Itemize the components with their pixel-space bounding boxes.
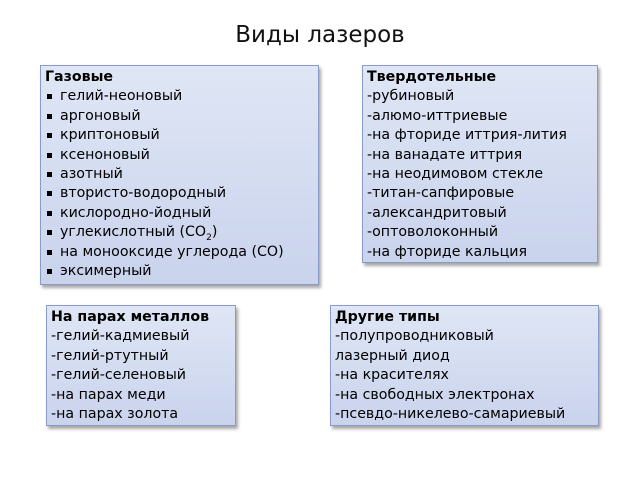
other-lasers-box: [330, 305, 599, 426]
list-item: гелий-неоновый: [45, 87, 314, 106]
list-item: -на фториде кальция: [367, 243, 528, 260]
list-item-co2: [45, 223, 314, 242]
list-item: ксеноновый: [45, 146, 314, 165]
list-item: втористо-водородный: [45, 184, 314, 203]
co2-subscript: 2: [206, 233, 212, 244]
list-item: -полупроводниковый: [335, 328, 494, 345]
page-title: Виды лазеров: [235, 22, 405, 48]
list-item: -алюмо-иттриевые: [367, 107, 508, 124]
gas-lasers-box: [40, 65, 319, 285]
list-item: -на свободных электронах: [335, 386, 535, 403]
solid-state-lasers-list: [367, 87, 593, 262]
list-item: -на ванадате иттрия: [367, 146, 523, 163]
list-item: -оптоволоконный: [367, 224, 499, 241]
list-item: лазерный диод: [335, 347, 450, 364]
gas-lasers-heading: Газовые: [45, 69, 114, 85]
list-item: -псевдо-никелево-самариевый: [335, 406, 566, 423]
co2-suffix: ): [211, 224, 218, 241]
co2-text: углекислотный (CO: [60, 224, 207, 241]
other-lasers-list: [335, 327, 594, 424]
list-item: -на парах меди: [51, 386, 166, 403]
gas-lasers-list: [45, 87, 314, 281]
solid-state-lasers-box: [362, 65, 598, 263]
other-lasers-heading: Другие типы: [335, 309, 440, 325]
solid-state-lasers-heading: Твердотельные: [367, 69, 497, 85]
list-item: -рубиновый: [367, 88, 455, 105]
list-item: -александритовый: [367, 204, 507, 221]
list-item: -на неодимовом стекле: [367, 166, 544, 183]
list-item: -на красителях: [335, 367, 449, 384]
list-item: аргоновый: [45, 107, 314, 126]
metal-vapor-lasers-box: [46, 305, 236, 426]
list-item: -гелий-ртутный: [51, 347, 169, 364]
list-item: на монооксиде углерода (CO): [45, 243, 314, 262]
list-item: -на парах золота: [51, 406, 179, 423]
list-item: -гелий-кадмиевый: [51, 328, 190, 345]
list-item: -титан-сапфировые: [367, 185, 515, 202]
list-item: -гелий-селеновый: [51, 367, 186, 384]
metal-vapor-lasers-heading: На парах металлов: [51, 309, 210, 325]
list-item: кислородно-йодный: [45, 204, 314, 223]
metal-vapor-lasers-list: [51, 327, 231, 424]
list-item: эксимерный: [45, 262, 314, 281]
list-item: азотный: [45, 165, 314, 184]
list-item: криптоновый: [45, 126, 314, 145]
list-item: -на фториде иттрия-лития: [367, 127, 567, 144]
